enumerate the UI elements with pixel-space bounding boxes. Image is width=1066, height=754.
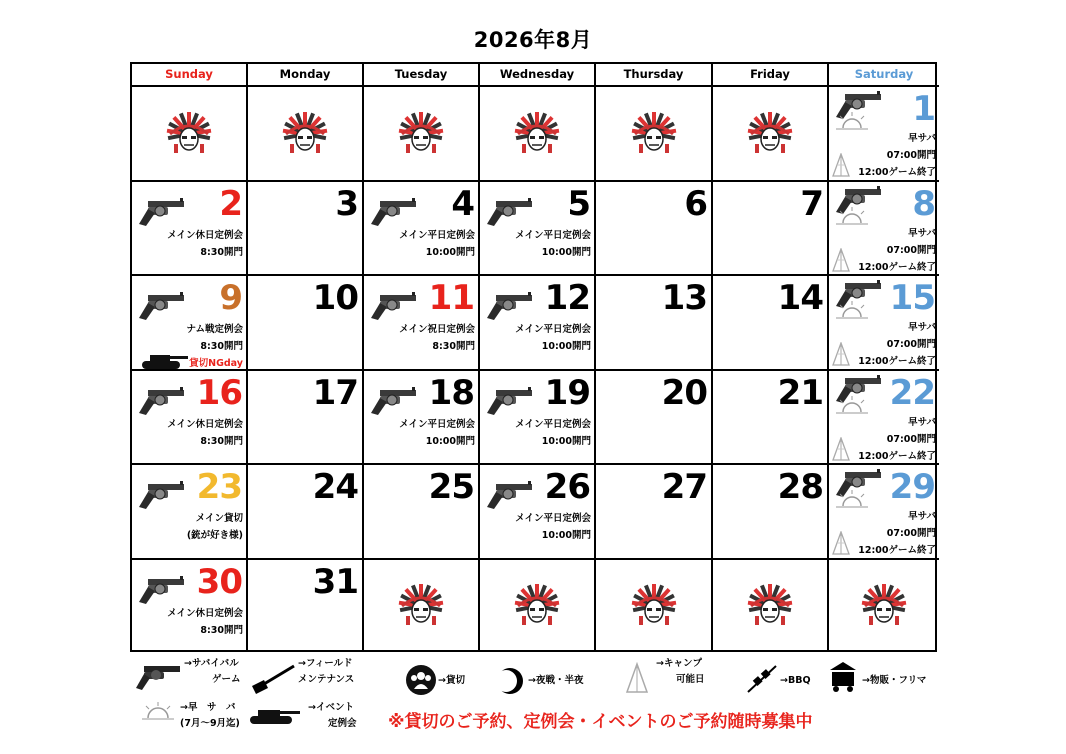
day-number: 11	[428, 278, 474, 318]
event-line: 12:00ゲーム終了	[858, 545, 936, 556]
revolver-icon	[134, 290, 186, 326]
day-number: 10	[312, 278, 358, 318]
event-line: 早サバ	[908, 511, 936, 522]
calendar-day-17[interactable]	[248, 371, 364, 466]
day-number: 19	[544, 372, 590, 413]
event-line: メイン平日定例会	[399, 418, 475, 430]
calendar-cell-empty[interactable]	[364, 560, 480, 651]
day-number: 18	[428, 372, 474, 413]
day-number: 5	[567, 183, 590, 224]
chief-headdress-icon	[629, 580, 679, 630]
event-line: 早サバ	[908, 416, 936, 428]
sunrise-icon	[835, 111, 869, 135]
sunrise-icon	[140, 700, 176, 722]
legend-survival-1: →サバイバル	[184, 658, 239, 669]
weekday-header-saturday: Saturday	[829, 64, 939, 87]
calendar-day-27[interactable]	[596, 465, 713, 560]
calendar-day-6[interactable]	[596, 182, 713, 277]
calendar-cell-empty[interactable]	[713, 87, 829, 182]
legend-event-2: 定例会	[328, 718, 357, 729]
event-line: 8:30開門	[200, 246, 243, 258]
legend-survival-2: ゲーム	[212, 674, 241, 685]
legend-maint-1: →フィールド	[298, 658, 353, 669]
event-line: メイン休日定例会	[167, 229, 243, 241]
calendar-day-24[interactable]	[248, 465, 364, 560]
calendar-day-23[interactable]	[132, 465, 248, 560]
day-number: 15	[889, 278, 935, 318]
day-number: 1	[912, 89, 935, 129]
event-line: 10:00開門	[541, 246, 591, 258]
day-number: 2	[219, 183, 242, 224]
event-line: 8:30開門	[200, 435, 243, 447]
event-line: 10:00開門	[425, 246, 475, 258]
event-line: 07:00開門	[886, 150, 936, 161]
day-number: 22	[889, 372, 935, 413]
day-number: 12	[544, 278, 590, 318]
day-number: 8	[912, 183, 935, 224]
day-number: 27	[661, 467, 707, 507]
chief-headdress-icon	[859, 580, 909, 630]
calendar-day-8[interactable]	[829, 182, 939, 277]
calendar-title: 2026年8月	[473, 28, 593, 52]
event-line: 8:30開門	[432, 341, 475, 352]
reservation-notice: ※貸切のご予約、定例会・イベントのご予約随時募集中	[388, 712, 813, 732]
revolver-icon	[134, 479, 186, 515]
day-number: 21	[777, 372, 823, 413]
chief-headdress-icon	[512, 580, 562, 630]
calendar-day-5[interactable]	[480, 182, 596, 277]
chief-headdress-icon	[745, 108, 795, 158]
tank-icon	[140, 350, 190, 371]
calendar-cell-empty[interactable]	[829, 560, 939, 651]
event-line: 8:30開門	[200, 341, 243, 352]
calendar-day-16[interactable]	[132, 371, 248, 466]
calendar-day-11[interactable]	[364, 276, 480, 371]
event-line: メイン平日定例会	[515, 513, 591, 524]
day-number: 16	[196, 372, 242, 413]
calendar-day-25[interactable]	[364, 465, 480, 560]
event-line: ナム戦定例会	[186, 324, 243, 335]
weekday-header-monday: Monday	[248, 64, 364, 87]
day-number: 17	[312, 372, 358, 413]
weekday-header-thursday: Thursday	[596, 64, 713, 87]
calendar-day-2[interactable]	[132, 182, 248, 277]
day-number: 25	[428, 467, 474, 507]
calendar-cell-empty[interactable]	[596, 560, 713, 651]
calendar-day-18[interactable]	[364, 371, 480, 466]
weekday-header-sunday: Sunday	[132, 64, 248, 87]
day-number: 24	[312, 467, 358, 507]
tent-icon	[832, 248, 850, 276]
calendar-day-13[interactable]	[596, 276, 713, 371]
tent-icon	[832, 531, 850, 559]
event-line: 早サバ	[908, 227, 936, 239]
day-number: 13	[661, 278, 707, 318]
legend-early-1: →早 サ バ	[180, 702, 236, 713]
legend-maint-2: メンテナンス	[298, 674, 355, 685]
calendar-day-10[interactable]	[248, 276, 364, 371]
day-number: 23	[196, 467, 242, 507]
event-line: メイン平日定例会	[399, 229, 475, 241]
calendar-day-4[interactable]	[364, 182, 480, 277]
calendar-day-26[interactable]	[480, 465, 596, 560]
legend-camp-2: 可能日	[676, 674, 705, 685]
event-line: 早サバ	[908, 322, 936, 333]
weekday-header-tuesday: Tuesday	[364, 64, 480, 87]
day-number: 28	[777, 467, 823, 507]
chief-headdress-icon	[745, 580, 795, 630]
chief-headdress-icon	[512, 108, 562, 158]
event-line: メイン休日定例会	[167, 607, 243, 619]
day-number: 3	[335, 183, 358, 224]
calendar-day-28[interactable]	[713, 465, 829, 560]
day-number: 20	[661, 372, 707, 413]
calendar-day-14[interactable]	[713, 276, 829, 371]
moon-icon	[495, 666, 525, 696]
sunrise-icon	[835, 206, 869, 230]
event-line: 10:00開門	[541, 341, 591, 352]
event-line: 早サバ	[908, 133, 936, 144]
shovel-icon	[248, 664, 298, 696]
event-line: 07:00開門	[886, 433, 936, 445]
event-line: 10:00開門	[541, 435, 591, 447]
calendar-cell-empty[interactable]	[713, 560, 829, 651]
chief-headdress-icon	[396, 580, 446, 630]
day-number: 7	[800, 183, 823, 224]
calendar-cell-empty[interactable]	[132, 87, 248, 182]
event-line: 貸切NGday	[189, 358, 243, 369]
calendar-day-7[interactable]	[713, 182, 829, 277]
event-line: 07:00開門	[886, 339, 936, 350]
weekday-header-wednesday: Wednesday	[480, 64, 596, 87]
tent-icon	[832, 342, 850, 370]
revolver-icon	[130, 662, 182, 692]
day-number: 4	[451, 183, 474, 224]
day-number: 29	[889, 467, 935, 507]
tank-icon	[246, 702, 302, 726]
event-line: (銃が好き様)	[186, 530, 243, 541]
event-line: メイン平日定例会	[515, 324, 591, 335]
event-line: メイン平日定例会	[515, 229, 591, 241]
day-number: 30	[196, 561, 242, 602]
sunrise-icon	[835, 489, 869, 513]
sunrise-icon	[835, 395, 869, 419]
event-line: 8:30開門	[200, 624, 243, 636]
calendar-grid	[130, 62, 937, 652]
day-number: 31	[312, 561, 358, 602]
day-number: 6	[684, 183, 707, 224]
sunrise-icon	[835, 300, 869, 324]
event-line: 10:00開門	[425, 435, 475, 447]
legend-early-2: (7月〜9月迄)	[180, 718, 240, 729]
legend-night: →夜戦・半夜	[528, 675, 584, 686]
calendar-day-12[interactable]	[480, 276, 596, 371]
calendar-day-21[interactable]	[713, 371, 829, 466]
calendar-day-31[interactable]	[248, 560, 364, 651]
day-number: 9	[219, 278, 242, 318]
legend-market: →物販・フリマ	[862, 675, 927, 686]
chief-headdress-icon	[164, 108, 214, 158]
day-number: 14	[777, 278, 823, 318]
calendar-day-19[interactable]	[480, 371, 596, 466]
event-line: メイン平日定例会	[515, 418, 591, 430]
event-line: 07:00開門	[886, 528, 936, 539]
event-line: 12:00ゲーム終了	[858, 450, 936, 462]
legend-charter: →貸切	[438, 675, 465, 686]
event-line: メイン休日定例会	[167, 418, 243, 430]
calendar-cell-empty[interactable]	[364, 87, 480, 182]
chief-headdress-icon	[280, 108, 330, 158]
calendar-cell-empty[interactable]	[248, 87, 364, 182]
calendar-day-1[interactable]	[829, 87, 939, 182]
event-line: 12:00ゲーム終了	[858, 167, 936, 178]
event-line: 07:00開門	[886, 244, 936, 256]
weekday-header-friday: Friday	[713, 64, 829, 87]
calendar-cell-empty[interactable]	[480, 87, 596, 182]
calendar-day-29[interactable]	[829, 465, 939, 560]
calendar-day-3[interactable]	[248, 182, 364, 277]
day-number: 26	[544, 467, 590, 507]
legend-camp-1: →キャンプ	[656, 658, 702, 669]
event-line: メイン祝日定例会	[399, 324, 475, 335]
event-line: 10:00開門	[541, 530, 591, 541]
legend-bbq: →BBQ	[780, 675, 811, 686]
tent-icon	[832, 437, 850, 465]
event-line: 12:00ゲーム終了	[858, 261, 936, 273]
calendar-cell-empty[interactable]	[480, 560, 596, 651]
calendar-cell-empty[interactable]	[596, 87, 713, 182]
market-stall-icon	[826, 660, 860, 694]
calendar-day-9[interactable]	[132, 276, 248, 371]
chief-headdress-icon	[396, 108, 446, 158]
event-line: 12:00ゲーム終了	[858, 356, 936, 367]
event-line: メイン貸切	[195, 513, 243, 524]
chief-headdress-icon	[629, 108, 679, 158]
group-icon	[405, 664, 437, 696]
tent-icon	[625, 662, 649, 694]
bbq-icon	[744, 662, 780, 694]
legend-event-1: →イベント	[308, 702, 354, 713]
calendar-day-20[interactable]	[596, 371, 713, 466]
calendar-day-22[interactable]	[829, 371, 939, 466]
calendar-day-15[interactable]	[829, 276, 939, 371]
tent-icon	[832, 153, 850, 181]
calendar-day-30[interactable]	[132, 560, 248, 651]
